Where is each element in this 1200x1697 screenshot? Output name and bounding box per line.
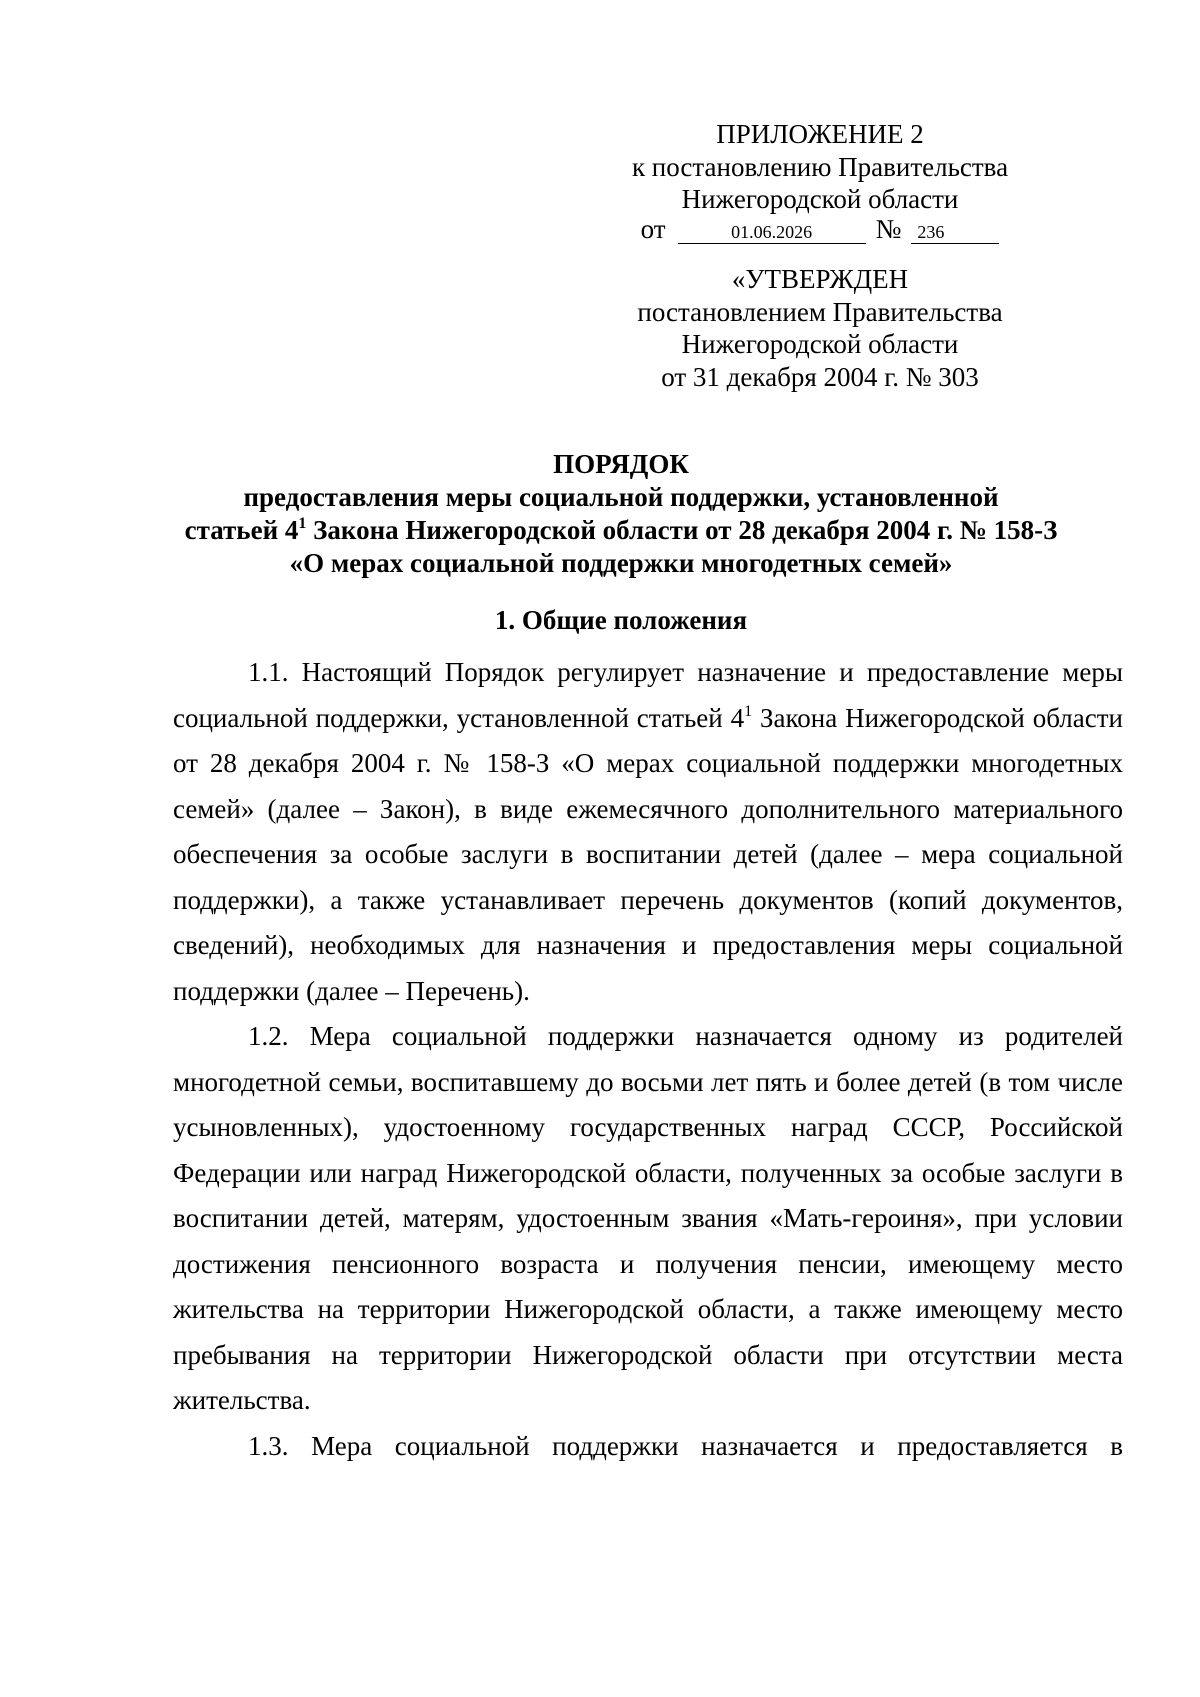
section-heading: 1. Общие положения [494, 605, 748, 635]
approved-line-3: Нижегородской области [681, 329, 959, 359]
appendix-title: ПРИЛОЖЕНИЕ 2 [716, 119, 924, 149]
document-body [173, 650, 1123, 1469]
paragraph-superscript: 1 [744, 702, 753, 720]
document-title-line-2 [160, 514, 1082, 546]
title-superscript: 1 [298, 515, 307, 532]
resolution-number: 236 [911, 221, 999, 244]
paragraph-1-2: 1.2. Мера социальной поддержки назначается одному из родителей многодетной семьи, воспитавшему до восьми лет пять и более детей (в том числе усыновленных), удостоенному государственных наград СССР, Российской Федерации или наград Нижегородской области, полученных за особые заслуги в воспитании детей, матерям, удостоенным звания «Мать-героиня», при условии достижения пенсионного возраста и получения пенсии, имеющему место жительства на территории Нижегородской области, а также имеющему место пребывания на территории Нижегородской области при отсутствии места жительства. [173, 1021, 1123, 1415]
approved-line-2: постановлением Правительства [637, 297, 1003, 327]
title-line-2-pre: статьей 4 [184, 515, 299, 545]
approved-line-1: «УТВЕРЖДЕН [731, 264, 909, 294]
document-heading: ПОРЯДОК [553, 449, 689, 479]
resolution-date: 01.06.2026 [678, 221, 866, 244]
appendix-to-resolution: к постановлению Правительства [631, 152, 1009, 182]
paragraph-1-1 [173, 650, 1123, 1014]
document-title-line-3: «О мерах социальной поддержки многодетных семей» [289, 548, 953, 578]
resolution-date-row [560, 213, 1080, 245]
date-prefix: от [640, 214, 666, 244]
paragraph-1-1-post: Закона Нижегородской области от 28 декабря 2004 г. № 158-З «О мерах социальной поддержки многодетных семей» (далее – Закон), в виде ежемесячного дополнительного материального обеспечения за особые заслуги в воспитании детей (далее – мера социальной поддержки), а также устанавливает перечень документов (копий документов, сведений), необходимых для назначения и предоставления меры социальной поддержки (далее – Перечень). [173, 702, 1123, 1006]
number-sign: № [875, 214, 902, 244]
document-title-line-1: предоставления меры социальной поддержки, установленной [243, 482, 999, 512]
paragraph-1-1-pre: 1.1. Настоящий Порядок регулирует назначение и предоставление меры социальной поддержки, установленной статьей 4 [173, 657, 1123, 733]
appendix-region: Нижегородской области [681, 184, 959, 214]
approved-line-4: от 31 декабря 2004 г. № 303 [661, 362, 979, 392]
paragraph-1-3: 1.3. Мера социальной поддержки назначается и предоставляется в [248, 1430, 1123, 1461]
title-line-2-post: Закона Нижегородской области от 28 декабря 2004 г. № 158-З [306, 515, 1058, 545]
